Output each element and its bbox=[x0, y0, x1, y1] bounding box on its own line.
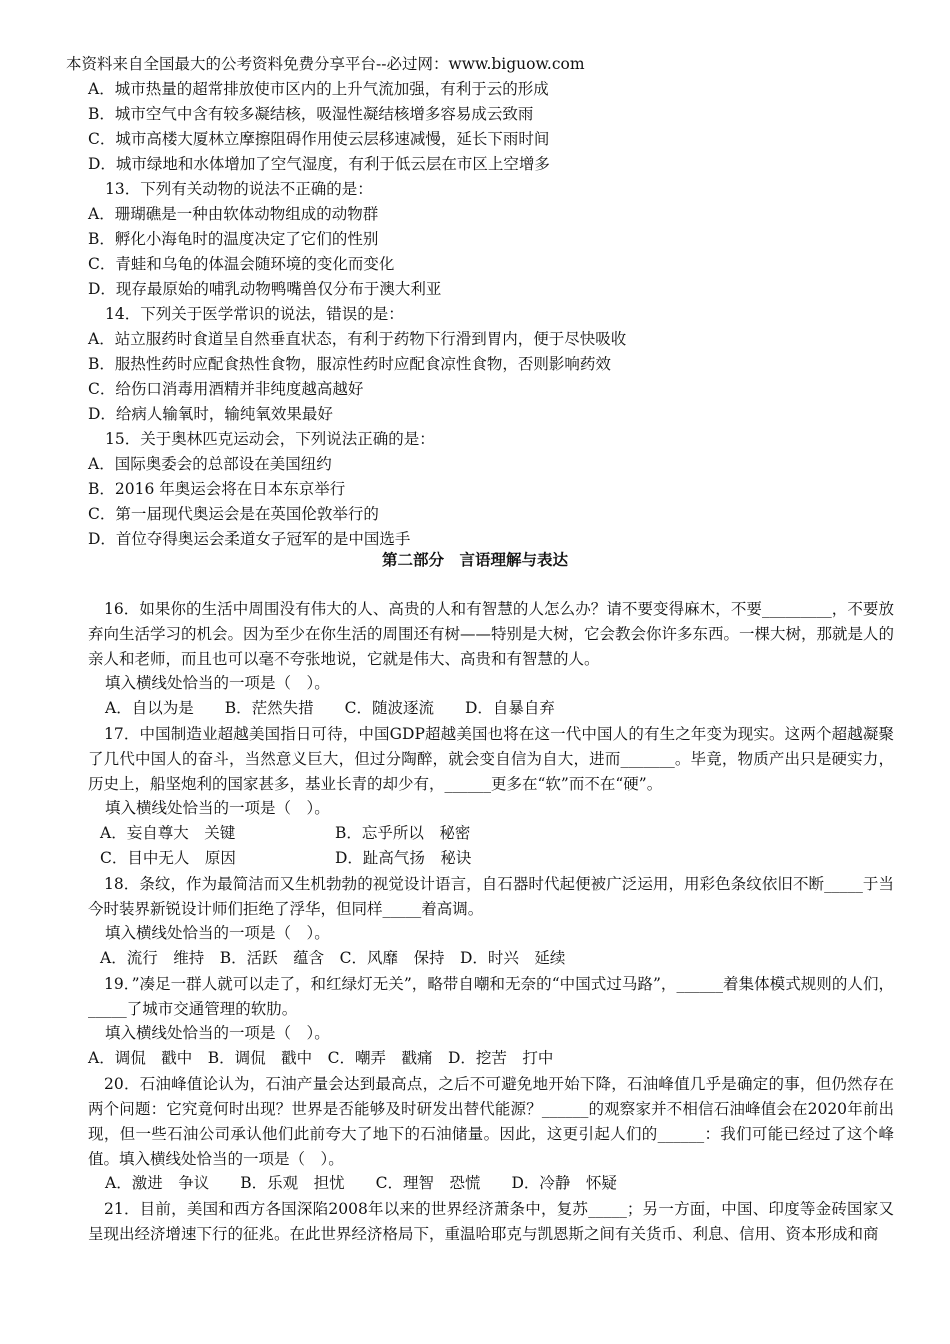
q19-paragraph: 19．”凑足一群人就可以走了，和红绿灯无关”，略带自嘲和无奈的“中国式过马路”，______着集体模式规则的人们，_____了城市交通管理的软肋。 bbox=[88, 975, 894, 1018]
q15-option-a: A．国际奥委会的总部设在美国纽约 bbox=[88, 455, 332, 473]
q21-text bbox=[88, 1197, 894, 1247]
q17-paragraph: 17．中国制造业超越美国指日可待，中国GDP超越美国也将在这一代中国人的有生之年变为现实。这两个超越凝聚了几代中国人的奋斗，当然意义巨大，但过分陶醉，就会变自信为自大，进而_______。毕竟，物质产出只是硬实力，历史上，船坚炮利的国家甚多，基业长青的却少有，______更多在“软”而不在“硬”。 bbox=[88, 725, 894, 793]
source-header: 本资料来自全国最大的公考资料免费分享平台--必过网：www.biguow.com bbox=[66, 55, 585, 73]
q19-options: A．调侃 戳中 B．调侃 戳中 C．嘲弄 戳痛 D．挖苦 打中 bbox=[88, 1049, 554, 1067]
q17-option-a: A．妄自尊大 关键 bbox=[100, 824, 236, 842]
q14-option-a: A．站立服药时食道呈自然垂直状态，有利于药物下行滑到胃内，便于尽快吸收 bbox=[88, 330, 627, 348]
q13-option-a: A．珊瑚礁是一种由软体动物组成的动物群 bbox=[88, 205, 379, 223]
q13-stem: 13．下列有关动物的说法不正确的是： bbox=[105, 180, 373, 198]
q20-options: A．激进 争议 B．乐观 担忧 C．理智 恐慌 D．冷静 怀疑 bbox=[105, 1174, 617, 1192]
q17-option-d: D．趾高气扬 秘诀 bbox=[335, 849, 472, 867]
q15-stem: 15．关于奥林匹克运动会，下列说法正确的是： bbox=[105, 430, 435, 448]
q12-option-a: A．城市热量的超常排放使市区内的上升气流加强，有利于云的形成 bbox=[88, 80, 549, 98]
q18-options: A．流行 维持 B．活跃 蕴含 C．风靡 保持 D．时兴 延续 bbox=[100, 949, 566, 967]
q13-option-c: C．青蛙和乌龟的体温会随环境的变化而变化 bbox=[88, 255, 395, 273]
q12-option-d: D．城市绿地和水体增加了空气湿度，有利于低云层在市区上空增多 bbox=[88, 155, 550, 173]
q13-option-b: B．孵化小海龟时的温度决定了它们的性别 bbox=[88, 230, 379, 248]
q12-option-b: B．城市空气中含有较多凝结核，吸湿性凝结核增多容易成云致雨 bbox=[88, 105, 534, 123]
q19-prompt: 填入横线处恰当的一项是（ ）。 bbox=[105, 1024, 330, 1042]
q17-option-b: B．忘乎所以 秘密 bbox=[335, 824, 471, 842]
q15-option-c: C．第一届现代奥运会是在英国伦敦举行的 bbox=[88, 505, 379, 523]
q19-text bbox=[88, 972, 894, 1022]
q16-options: A．自以为是 B．茫然失措 C．随波逐流 D．自暴自弃 bbox=[105, 699, 555, 717]
q16-prompt: 填入横线处恰当的一项是（ ）。 bbox=[105, 674, 330, 692]
q18-text bbox=[88, 872, 894, 922]
q20-paragraph: 20．石油峰值论认为，石油产量会达到最高点，之后不可避免地开始下降，石油峰值几乎是确定的事，但仍然存在两个问题：它究竟何时出现？世界是否能够及时研发出替代能源？______的观察家并不相信石油峰值会在2020年前出现，但一些石油公司承认他们此前夸大了地下的石油储量。因此，这更引起人们的______：我们可能已经过了这个峰值。填入横线处恰当的一项是（ ）。 bbox=[88, 1075, 894, 1168]
q18-prompt: 填入横线处恰当的一项是（ ）。 bbox=[105, 924, 330, 942]
q21-paragraph: 21．目前，美国和西方各国深陷2008年以来的世界经济萧条中，复苏_____；另一方面，中国、印度等金砖国家又呈现出经济增速下行的征兆。在此世界经济格局下，重温哈耶克与凯恩斯之间有关货币、利息、信用、资本形成和商 bbox=[88, 1200, 894, 1243]
q17-prompt: 填入横线处恰当的一项是（ ）。 bbox=[105, 799, 330, 817]
q14-option-c: C．给伤口消毒用酒精并非纯度越高越好 bbox=[88, 380, 364, 398]
q13-option-d: D．现存最原始的哺乳动物鸭嘴兽仅分布于澳大利亚 bbox=[88, 280, 442, 298]
q12-option-c: C．城市高楼大厦林立摩擦阻碍作用使云层移速减慢，延长下雨时间 bbox=[88, 130, 550, 148]
q14-stem: 14．下列关于医学常识的说法，错误的是： bbox=[105, 305, 404, 323]
section-title: 第二部分 言语理解与表达 bbox=[381, 551, 568, 569]
q15-option-b: B．2016 年奥运会将在日本东京举行 bbox=[88, 480, 346, 498]
q15-option-d: D．首位夺得奥运会柔道女子冠军的是中国选手 bbox=[88, 530, 411, 548]
q18-paragraph: 18．条纹，作为最简洁而又生机勃勃的视觉设计语言，自石器时代起便被广泛运用，用彩色条纹依旧不断_____于当今时装界新锐设计师们拒绝了浮华，但同样_____着高调。 bbox=[88, 875, 894, 918]
q17-text bbox=[88, 722, 894, 797]
q20-text bbox=[88, 1072, 894, 1172]
q14-option-d: D．给病人输氧时，输纯氧效果最好 bbox=[88, 405, 333, 423]
q16-paragraph: 16．如果你的生活中周围没有伟大的人、高贵的人和有智慧的人怎么办？请不要变得麻木，不要_________，不要放弃向生活学习的机会。因为至少在你生活的周围还有树——特别是大树，它会教会你许多东西。一棵大树，那就是人的亲人和老师，而且也可以毫不夸张地说，它就是伟大、高贵和有智慧的人。 bbox=[88, 600, 895, 668]
q16-text bbox=[88, 597, 894, 672]
q17-option-c: C．目中无人 原因 bbox=[100, 849, 236, 867]
q14-option-b: B．服热性药时应配食热性食物，服凉性药时应配食凉性食物，否则影响药效 bbox=[88, 355, 611, 373]
